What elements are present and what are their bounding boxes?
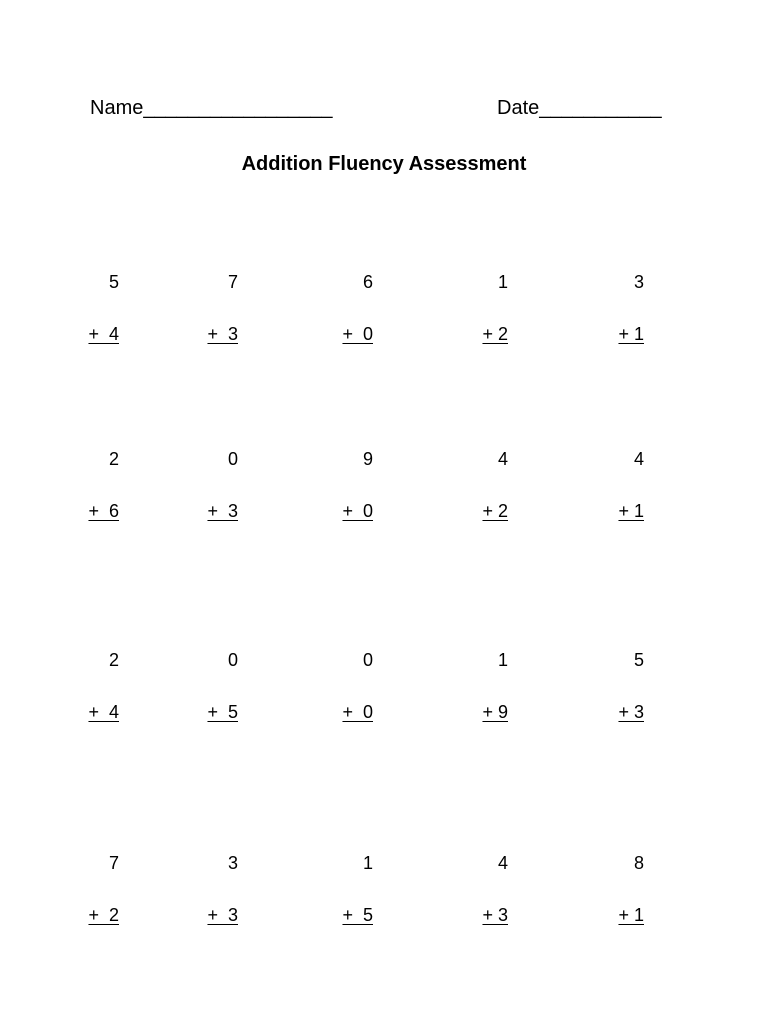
addition-problem: [178, 394, 238, 524]
date-field[interactable]: Date___________: [497, 97, 662, 119]
problem-top-number: 1: [362, 853, 373, 873]
problem-top-number: 2: [108, 650, 119, 670]
problem-top-number: 4: [497, 853, 508, 873]
problem-top-number: 7: [227, 272, 238, 292]
addition-problem: [313, 394, 373, 524]
problem-addend: + 1: [618, 905, 644, 925]
problem-addend: + 0: [342, 501, 373, 521]
addition-problem: [313, 595, 373, 725]
problem-addend: + 6: [88, 501, 119, 521]
problem-top-number: 3: [227, 853, 238, 873]
problem-addend: + 5: [342, 905, 373, 925]
problem-addend: + 0: [342, 702, 373, 722]
problem-top-number: 4: [497, 449, 508, 469]
addition-problem: [178, 595, 238, 725]
problem-top-number: 6: [362, 272, 373, 292]
problem-top-number: 2: [108, 449, 119, 469]
addition-problem: [313, 798, 373, 928]
addition-problem: [59, 595, 119, 725]
problem-top-number: 5: [633, 650, 644, 670]
problem-addend: + 9: [482, 702, 508, 722]
problem-top-number: 1: [497, 272, 508, 292]
problem-top-number: 8: [633, 853, 644, 873]
addition-problem: [584, 595, 644, 725]
problem-addend: + 1: [618, 501, 644, 521]
problem-addend: + 2: [88, 905, 119, 925]
problem-addend: + 2: [482, 501, 508, 521]
problem-addend: + 4: [88, 324, 119, 344]
problem-addend: + 2: [482, 324, 508, 344]
addition-problem: [584, 394, 644, 524]
addition-problem: [584, 798, 644, 928]
addition-problem: [178, 217, 238, 347]
problem-top-number: 9: [362, 449, 373, 469]
problem-addend: + 0: [342, 324, 373, 344]
problem-addend: + 3: [207, 501, 238, 521]
problem-addend: + 3: [482, 905, 508, 925]
problem-top-number: 0: [362, 650, 373, 670]
addition-problem: [313, 217, 373, 347]
problem-top-number: 3: [633, 272, 644, 292]
addition-problem: [448, 595, 508, 725]
addition-problem: [448, 798, 508, 928]
problem-top-number: 1: [497, 650, 508, 670]
addition-problem: [59, 394, 119, 524]
problem-top-number: 7: [108, 853, 119, 873]
problem-addend: + 3: [207, 324, 238, 344]
problem-addend: + 3: [207, 905, 238, 925]
addition-problem: [448, 217, 508, 347]
problem-addend: + 5: [207, 702, 238, 722]
problem-top-number: 0: [227, 650, 238, 670]
problem-addend: + 1: [618, 324, 644, 344]
addition-problem: [59, 217, 119, 347]
addition-problem: [178, 798, 238, 928]
page-title: Addition Fluency Assessment: [241, 153, 527, 175]
problem-top-number: 4: [633, 449, 644, 469]
problem-addend: + 4: [88, 702, 119, 722]
addition-problem: [448, 394, 508, 524]
problem-top-number: 0: [227, 449, 238, 469]
name-field[interactable]: Name_________________: [90, 97, 333, 119]
problem-addend: + 3: [618, 702, 644, 722]
addition-problem: [584, 217, 644, 347]
problem-top-number: 5: [108, 272, 119, 292]
addition-problem: [59, 798, 119, 928]
